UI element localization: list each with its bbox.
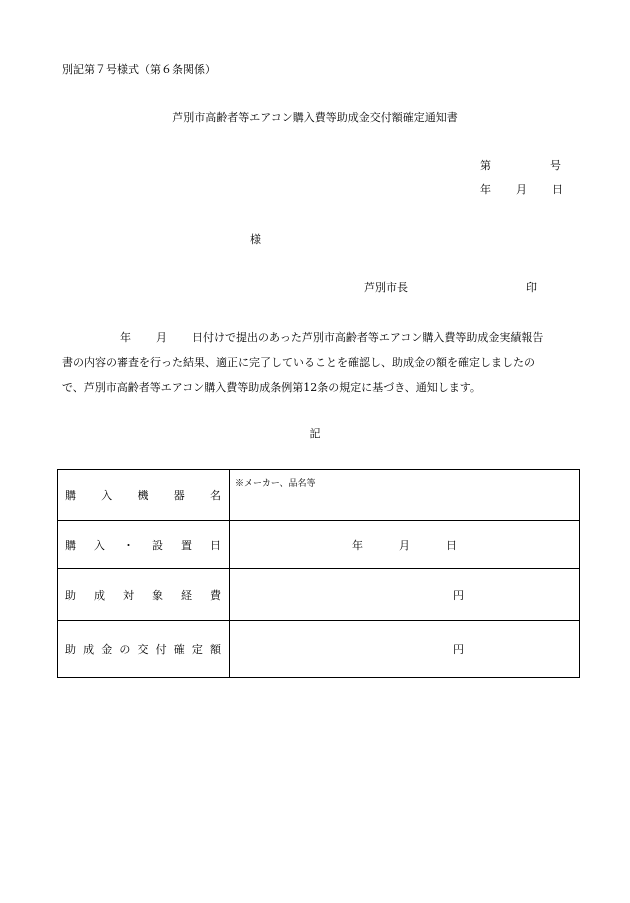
form-label: 別記第７号様式（第６条関係）	[62, 63, 216, 76]
issuer-seal: 印	[526, 281, 537, 294]
document-number-suffix: 号	[550, 159, 561, 172]
table-row	[58, 621, 580, 678]
yen-unit: 円	[453, 643, 464, 656]
date-year: 年	[480, 183, 491, 196]
value-confirmed-amount[interactable]	[230, 621, 580, 678]
document-number-prefix: 第	[480, 159, 491, 172]
recipient-suffix: 様	[250, 233, 261, 246]
label-confirmed-amount: 助 成 金 の 交 付 確 定 額	[58, 621, 230, 678]
body-line-2: 書の内容の審査を行った結果、適正に完了していることを確認し、助成金の額を確定しましたの	[62, 356, 535, 369]
label-purchase-date: 購 入 ・ 設 置 日	[58, 521, 230, 569]
value-date-month: 月	[399, 538, 410, 552]
date-month: 月	[516, 183, 527, 196]
document-date	[480, 184, 563, 195]
date-day: 日	[552, 183, 563, 196]
body-line-1: 年 月 日付けで提出のあった芦別市高齢者等エアコン購入費等助成金実績報告	[120, 331, 544, 344]
table-row	[58, 521, 580, 569]
issuer-name: 芦別市長	[364, 281, 408, 294]
document-number	[480, 160, 561, 171]
detail-table	[57, 469, 580, 678]
note-heading: 記	[309, 427, 321, 440]
value-purchase-date[interactable]	[230, 521, 580, 569]
document-title: 芦別市高齢者等エアコン購入費等助成金交付額確定通知書	[172, 111, 458, 124]
device-note: ※メーカー、品名等	[235, 479, 316, 489]
label-eligible-cost: 助 成 対 象 経 費	[58, 569, 230, 621]
value-date-day: 日	[446, 538, 457, 552]
body-text	[62, 325, 582, 400]
table-row	[58, 569, 580, 621]
value-eligible-cost[interactable]	[230, 569, 580, 621]
value-date-year: 年	[352, 538, 363, 552]
value-purchased-device[interactable]	[230, 470, 580, 521]
table-row	[58, 470, 580, 521]
label-purchased-device: 購 入 機 器 名	[58, 470, 230, 521]
body-line-3: で、芦別市高齢者等エアコン購入費等助成条例第12条の規定に基づき、通知します。	[62, 381, 481, 394]
yen-unit: 円	[453, 588, 464, 602]
